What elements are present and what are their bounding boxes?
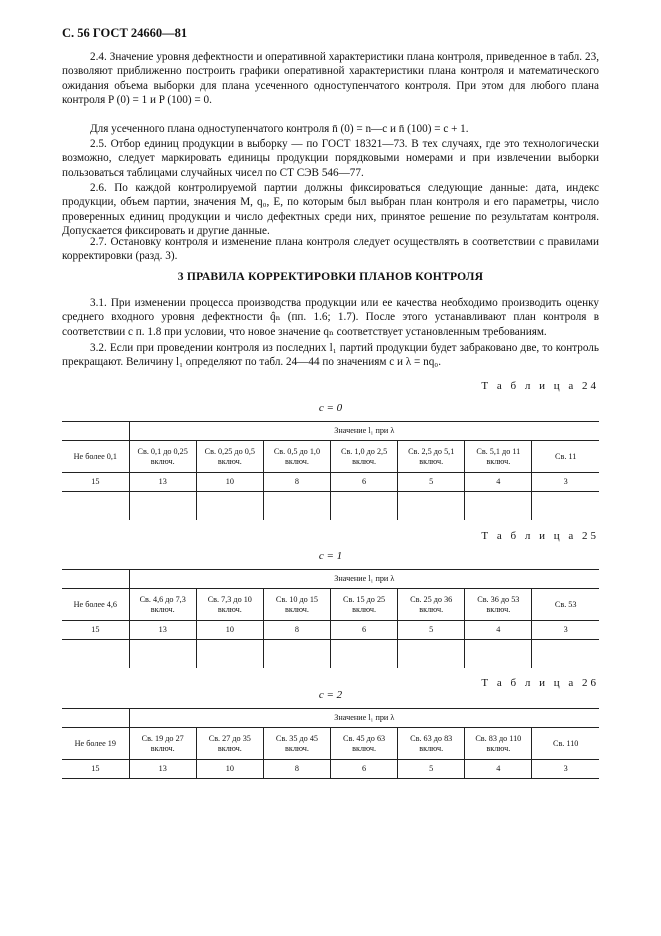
table-empty-cell	[465, 640, 532, 669]
table-category: Св. 10 до 15 включ.	[263, 589, 330, 621]
table-c-label: c = 1	[318, 550, 343, 562]
table-category: Св. 63 до 83 включ.	[398, 728, 465, 760]
table-empty-cell	[398, 640, 465, 669]
paragraph-2-5: 2.5. Отбор единиц продукции в выборку — по ГОСТ 18321—73. В тех случаях, где это технологически возможно, следует маркировать единицы продукции порядковыми номерами и при извлечении выборки пользоваться таблицами случайных чисел по СТ СЭВ 546—77.	[62, 138, 599, 179]
table-value: 6	[331, 760, 398, 779]
paragraph-2-6: 2.6. По каждой контролируемой партии должны фиксироваться следующие данные: дата, индекс продукции, объем партии, значения M, q₀, E, по которым был выбран план контроля и его параметры, число проверенных единиц продукции и число дефектных среди них, принятое решение по результатам контроля. Допускается фиксировать и другие данные.	[62, 182, 599, 238]
table-category: Св. 0,1 до 0,25 включ.	[129, 441, 196, 473]
table-header: Значение l₁ при λ	[129, 570, 599, 589]
paragraph-2-7: 2.7. Остановку контроля и изменение плана контроля следует осуществлять в соответствии с правилами корректировки (разд. 3).	[62, 236, 599, 263]
table-category: Св. 53	[532, 589, 599, 621]
table-value: 8	[263, 760, 330, 779]
table-category: Св. 7,3 до 10 включ.	[196, 589, 263, 621]
table-category: Св. 0,25 до 0,5 включ.	[196, 441, 263, 473]
table-value: 4	[465, 621, 532, 640]
table-empty-cell	[263, 640, 330, 669]
table-category: Св. 83 до 110 включ.	[465, 728, 532, 760]
table-caption: Т а б л и ц а 25	[481, 530, 599, 542]
table-category: Св. 11	[532, 441, 599, 473]
table-value: 3	[532, 760, 599, 779]
table-cell-blank	[62, 570, 129, 589]
section-title: 3 ПРАВИЛА КОРРЕКТИРОВКИ ПЛАНОВ КОНТРОЛЯ	[177, 270, 484, 283]
table-value: 15	[62, 473, 129, 492]
table-value: 3	[532, 473, 599, 492]
table-value: 5	[398, 621, 465, 640]
table-value: 13	[129, 473, 196, 492]
table-value: 13	[129, 760, 196, 779]
table-category: Св. 45 до 63 включ.	[331, 728, 398, 760]
table-value: 6	[331, 621, 398, 640]
table-empty-cell	[331, 640, 398, 669]
table-category: Св. 36 до 53 включ.	[465, 589, 532, 621]
table-cell-blank	[62, 709, 129, 728]
table-value: 15	[62, 621, 129, 640]
table-category: Св. 27 до 35 включ.	[196, 728, 263, 760]
table-category: Не более 19	[62, 728, 129, 760]
table-category: Св. 1,0 до 2,5 включ.	[331, 441, 398, 473]
table-category: Св. 25 до 36 включ.	[398, 589, 465, 621]
table-value: 4	[465, 473, 532, 492]
table-caption: Т а б л и ц а 24	[481, 380, 599, 392]
table-empty-cell	[532, 492, 599, 521]
table-empty-cell	[62, 492, 129, 521]
table-value: 10	[196, 621, 263, 640]
table-category: Св. 0,5 до 1,0 включ.	[263, 441, 330, 473]
table-empty-cell	[62, 640, 129, 669]
table-empty-cell	[465, 492, 532, 521]
data-table	[62, 708, 599, 779]
table-cell-blank	[62, 422, 129, 441]
table-empty-cell	[398, 492, 465, 521]
table-c-label: c = 2	[318, 689, 343, 701]
table-empty-cell	[129, 492, 196, 521]
table-c-label: c = 0	[318, 402, 343, 414]
table-empty-cell	[532, 640, 599, 669]
paragraph-2-4-continued: Для усеченного плана одноступенчатого контроля n̄ (0) = n—c и n̄ (100) = c + 1.	[90, 123, 469, 135]
table-category: Св. 19 до 27 включ.	[129, 728, 196, 760]
data-table	[62, 421, 599, 520]
table-value: 8	[263, 621, 330, 640]
table-category: Св. 4,6 до 7,3 включ.	[129, 589, 196, 621]
table-category: Св. 35 до 45 включ.	[263, 728, 330, 760]
table-category: Не более 0,1	[62, 441, 129, 473]
table-category: Св. 5,1 до 11 включ.	[465, 441, 532, 473]
page-header: С. 56 ГОСТ 24660—81	[62, 26, 188, 40]
paragraph-3-1: 3.1. При изменении процесса производства продукции или ее качества необходимо производить оценку среднего входного уровня дефектности q̂ₙ (пп. 1.6; 1.7). После этого устанавливают план контроля в соответствии с п. 1.8 при условии, что новое значение qₙ соответствует установленным требованиям.	[62, 297, 599, 338]
table-header: Значение l₁ при λ	[129, 709, 599, 728]
table-value: 15	[62, 760, 129, 779]
table-empty-cell	[129, 640, 196, 669]
table-category: Св. 110	[532, 728, 599, 760]
table-value: 4	[465, 760, 532, 779]
table-value: 5	[398, 473, 465, 492]
table-value: 10	[196, 760, 263, 779]
paragraph-3-2: 3.2. Если при проведении контроля из последних l₁ партий продукции будет забраковано две, то контроль прекращают. Величину l₁ определяют по табл. 24—44 по значениям c и λ = nq₀.	[62, 342, 599, 369]
table-value: 8	[263, 473, 330, 492]
table-empty-cell	[263, 492, 330, 521]
data-table	[62, 569, 599, 668]
table-value: 10	[196, 473, 263, 492]
table-empty-cell	[196, 492, 263, 521]
table-category: Св. 2,5 до 5,1 включ.	[398, 441, 465, 473]
table-value: 6	[331, 473, 398, 492]
table-header: Значение l₁ при λ	[129, 422, 599, 441]
table-value: 3	[532, 621, 599, 640]
table-category: Св. 15 до 25 включ.	[331, 589, 398, 621]
paragraph-2-4: 2.4. Значение уровня дефектности и оперативной характеристики плана контроля, приведенное в табл. 23, позволяют приближенно построить графики оперативной характеристики плана контроля и математического ожидания объема выборки для плана усеченного одноступенчатого контроля. При этом для любого плана контроля P (0) = 1 и P (100) = 0.	[62, 51, 599, 107]
table-empty-cell	[331, 492, 398, 521]
table-value: 13	[129, 621, 196, 640]
table-caption: Т а б л и ц а 26	[481, 677, 599, 689]
table-category: Не более 4,6	[62, 589, 129, 621]
table-empty-cell	[196, 640, 263, 669]
table-value: 5	[398, 760, 465, 779]
